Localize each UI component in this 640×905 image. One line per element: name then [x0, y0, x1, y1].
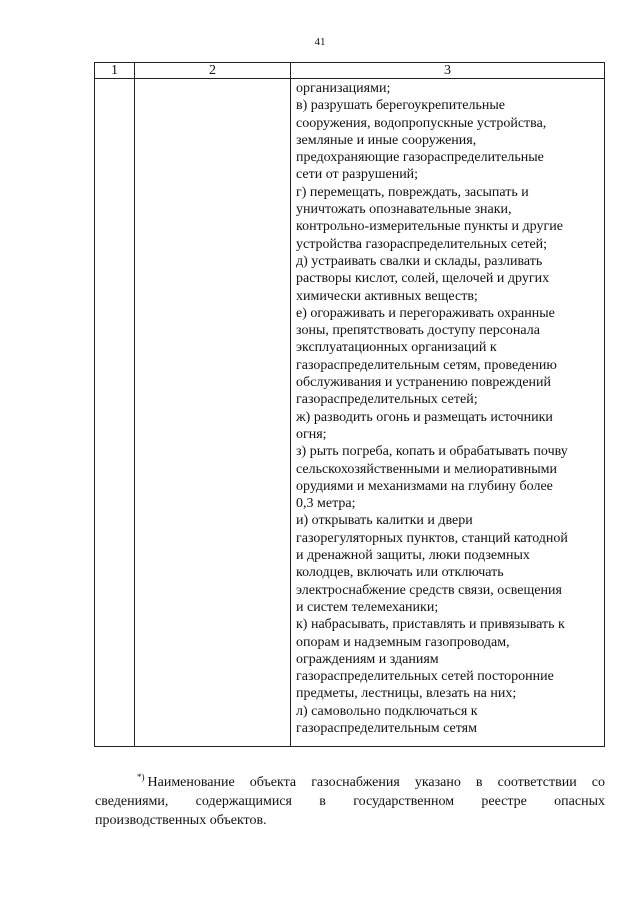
- column-header-3: 3: [291, 63, 605, 79]
- restrictions-text: [296, 80, 600, 737]
- text-line: опорам и надземным газопроводам,: [296, 634, 510, 650]
- text-line: газораспределительных сетей посторонние: [296, 669, 554, 685]
- text-line: растворы кислот, солей, щелочей и других: [296, 271, 550, 287]
- text-line: огня;: [296, 426, 327, 442]
- text-line: ж) разводить огонь и размещать источники: [296, 409, 553, 425]
- table-cell-col1: [95, 79, 135, 747]
- page-number: 41: [314, 36, 326, 48]
- text-line: в) разрушать берегоукрепительные: [296, 98, 506, 114]
- text-line: з) рыть погреба, копать и обрабатывать почву: [296, 444, 568, 460]
- text-line: г) перемещать, повреждать, засыпать и: [296, 184, 529, 200]
- text-line: химически активных веществ;: [296, 288, 478, 304]
- text-line: организациями;: [296, 81, 391, 96]
- text-line: и систем телемеханики;: [296, 599, 439, 615]
- text-line: орудиями и механизмами на глубину более: [296, 478, 553, 494]
- text-line: л) самовольно подключаться к: [296, 703, 478, 719]
- table-header-row: [95, 63, 605, 79]
- text-line: земляные и иные сооружения,: [296, 132, 477, 148]
- text-line: газораспределительным сетям: [296, 720, 477, 736]
- text-line: газорегуляторных пунктов, станций катодной: [296, 530, 568, 546]
- footnote-line-1: [95, 768, 605, 792]
- text-line: д) устраивать свалки и склады, разливать: [296, 253, 543, 269]
- text-line: к) набрасывать, приставлять и привязывать к: [296, 617, 565, 633]
- text-line: предметы, лестницы, влезать на них;: [296, 686, 517, 702]
- text-line: уничтожать опознавательные знаки,: [296, 202, 512, 218]
- text-line: зоны, препятствовать доступу персонала: [296, 323, 540, 339]
- text-line: е) огораживать и перегораживать охранные: [296, 305, 555, 321]
- text-line: газораспределительных сетей;: [296, 392, 478, 408]
- table-row: [95, 79, 605, 747]
- text-line: устройства газораспределительных сетей;: [296, 236, 548, 252]
- text-line: эксплуатационных организаций к: [296, 340, 497, 356]
- text-line: сети от разрушений;: [296, 167, 419, 183]
- footnote-text-1: Наименование объекта газоснабжения указано в соответствии со: [147, 775, 605, 790]
- table-cell-col3: [291, 79, 605, 747]
- text-line: электроснабжение средств связи, освещения: [296, 582, 562, 598]
- text-line: контрольно-измерительные пункты и другие: [296, 219, 563, 235]
- text-line: сельскохозяйственными и мелиоративными: [296, 461, 558, 477]
- text-line: сооружения, водопропускные устройства,: [296, 115, 547, 131]
- text-line: 0,3 метра;: [296, 496, 356, 512]
- text-line: обслуживания и устранению повреждений: [296, 375, 552, 391]
- table-cell-col2: [135, 79, 291, 747]
- text-line: предохраняющие газораспределительные: [296, 150, 544, 166]
- text-line: ограждениям и зданиям: [296, 651, 439, 667]
- text-line: колодцев, включать или отключать: [296, 565, 504, 581]
- restrictions-table: [94, 62, 605, 747]
- column-header-2: 2: [135, 63, 291, 79]
- footnote-line-2: сведениями, содержащимися в государственном реестре опасных: [95, 794, 605, 809]
- text-line: газораспределительным сетям, проведению: [296, 357, 557, 373]
- text-line: и дренажной защиты, люки подземных: [296, 548, 530, 564]
- text-line: и) открывать калитки и двери: [296, 513, 473, 529]
- column-header-1: 1: [95, 63, 135, 79]
- footnote-mark: *): [137, 772, 145, 782]
- footnote: [95, 768, 605, 830]
- footnote-line-3: производственных объектов.: [95, 813, 267, 828]
